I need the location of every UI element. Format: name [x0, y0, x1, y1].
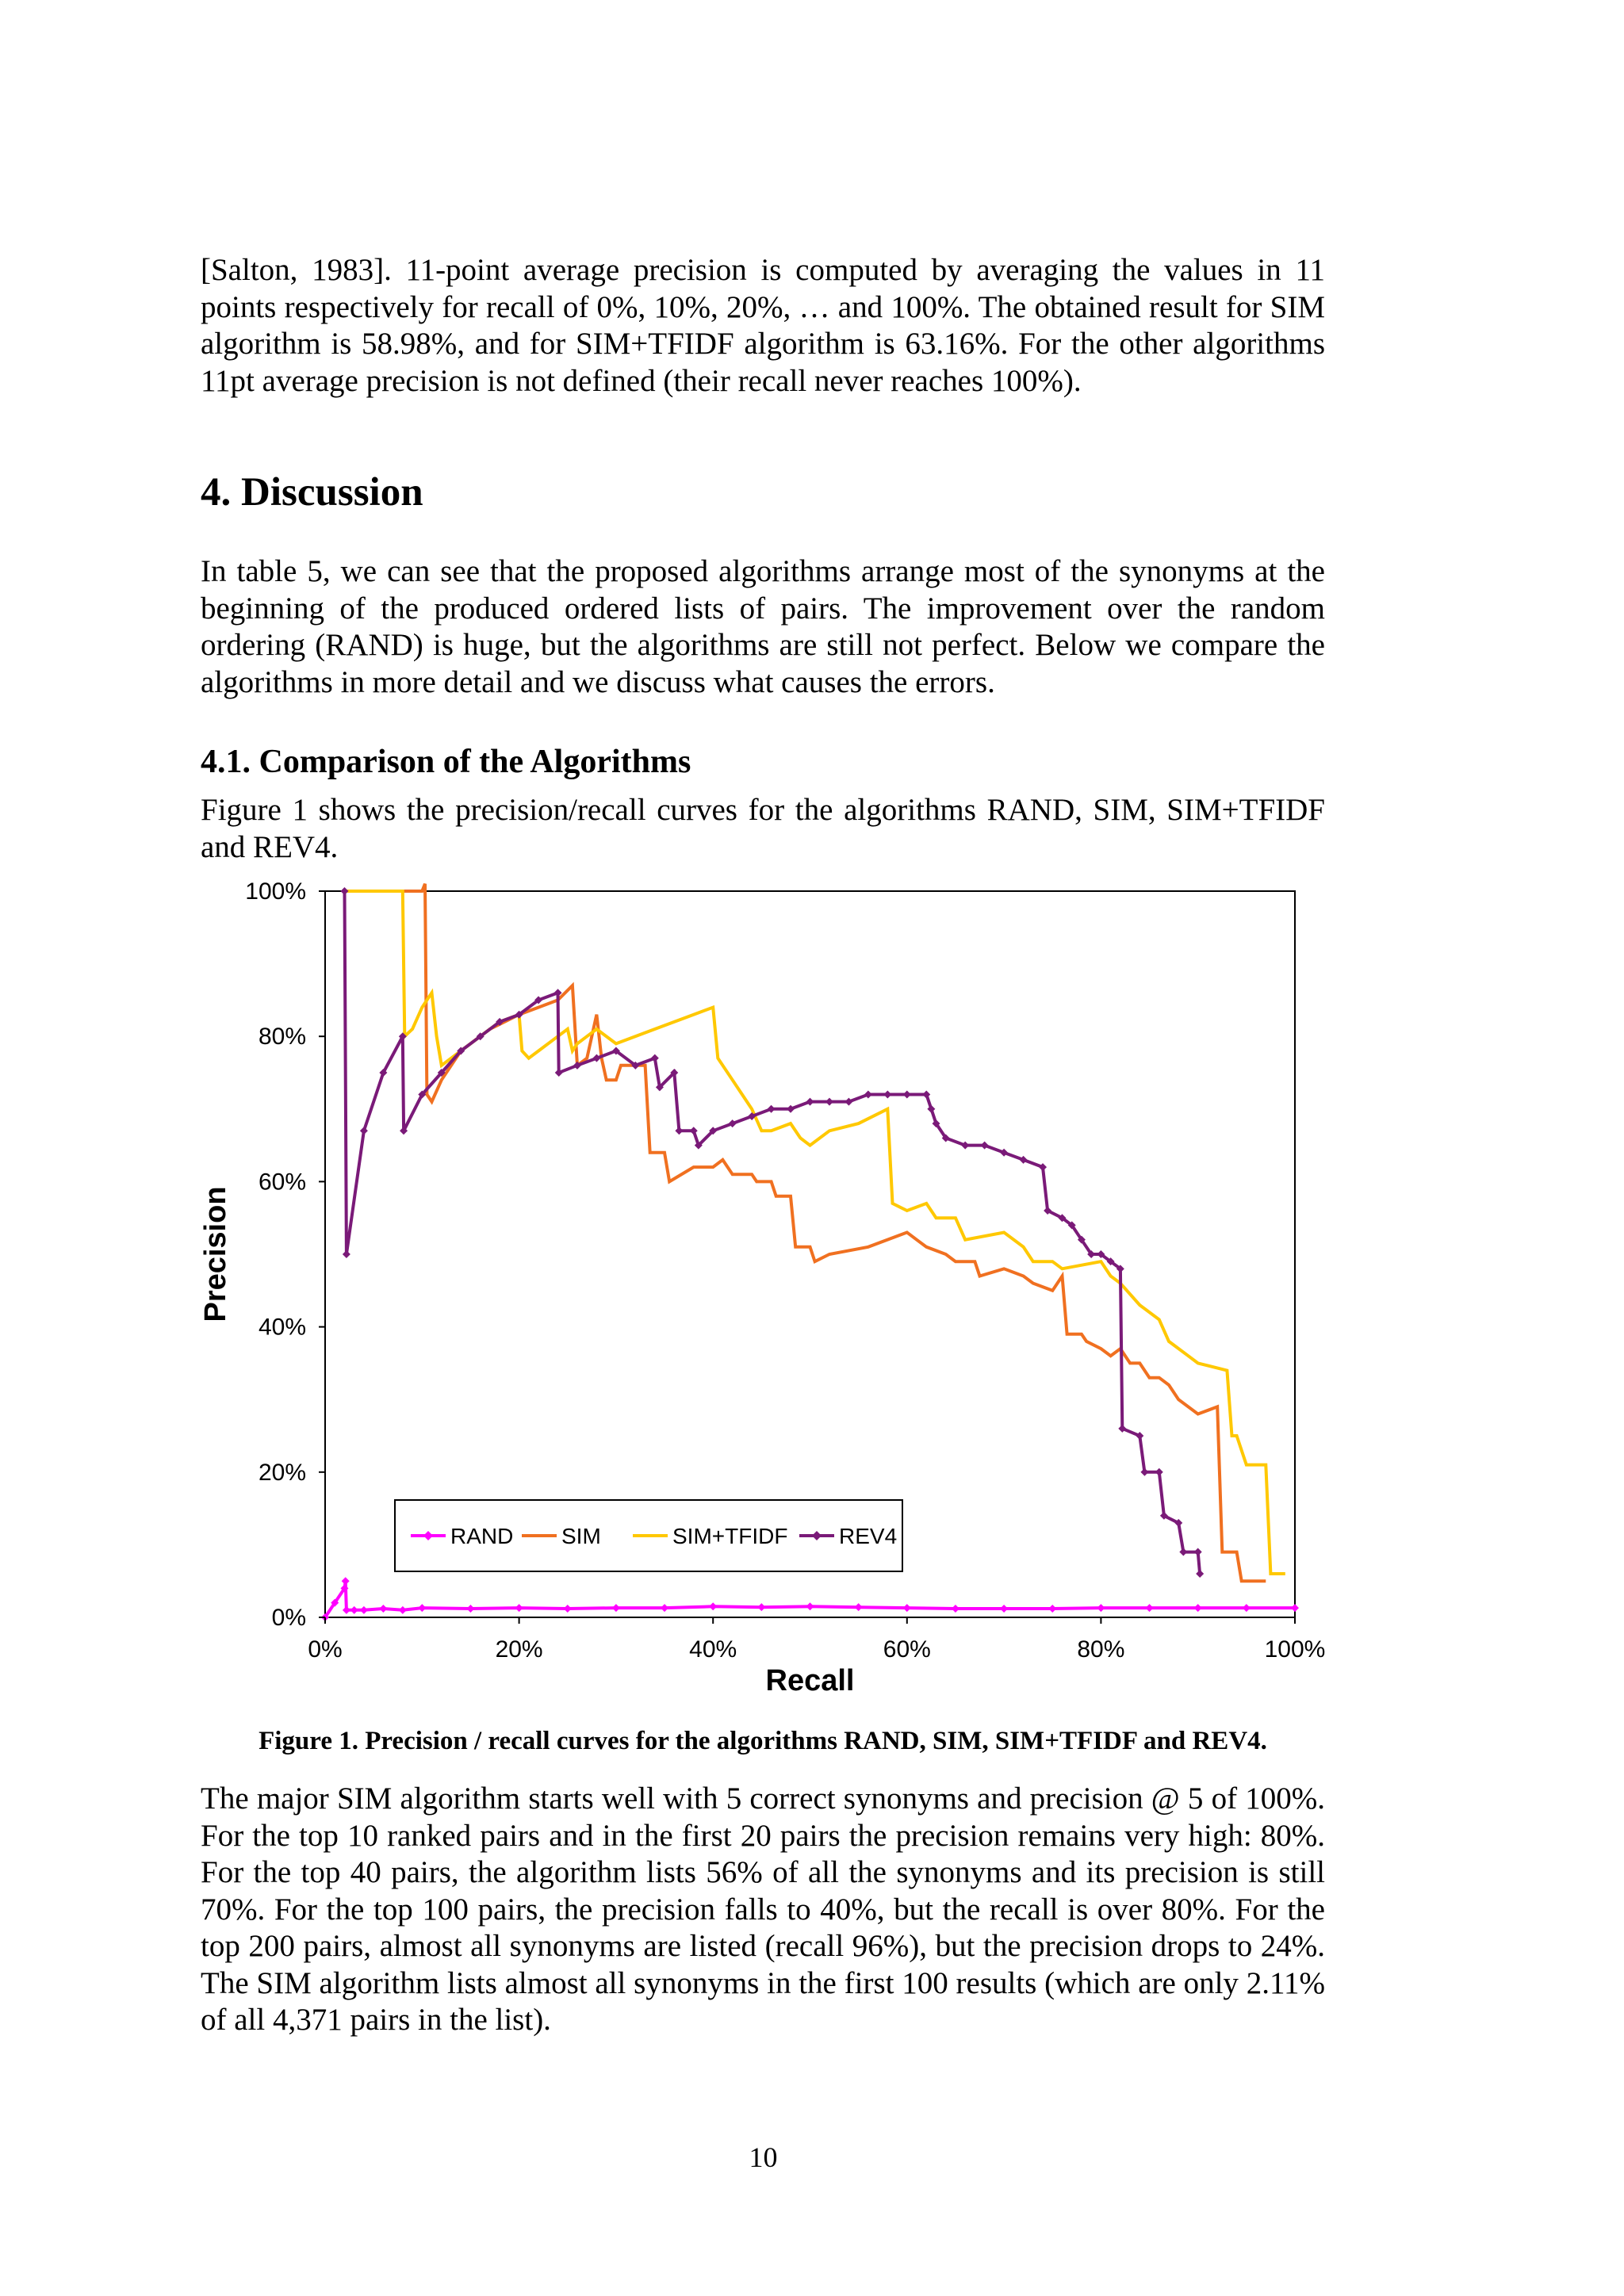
paragraph-figure-intro: Figure 1 shows the precision/recall curves for the algorithms RAND, SIM, SIM+TFIDF and REV4.: [201, 793, 1325, 864]
y-tick-label: 20%: [258, 1459, 306, 1486]
legend-label: RAND: [450, 1524, 514, 1548]
paragraph-table5: In table 5, we can see that the proposed algorithms arrange most of the synonyms at the beginning of the produced ordered lists of pairs. The improvement over the random ordering (RAND) is huge, but the algorithms are still not perfect. Below we compare the algorithms in more detail and we discuss what causes the errors.: [201, 554, 1325, 699]
legend-label: SIM: [561, 1524, 601, 1548]
legend-label: REV4: [839, 1524, 898, 1548]
subsection-heading: 4.1. Comparison of the Algorithms: [201, 744, 691, 780]
legend: [395, 1500, 902, 1571]
page-number: 10: [749, 2141, 778, 2173]
section-heading: 4. Discussion: [201, 470, 423, 515]
x-tick-label: 40%: [689, 1636, 737, 1663]
y-axis-title: Precision: [199, 1186, 232, 1322]
x-axis-title: Recall: [765, 1664, 855, 1697]
paragraph-salton: [Salton, 1983]. 11-point average precision is computed by averaging the values in 11 points respectively for recall of 0%, 10%, 20%, … and 100%. The obtained result for SIM algorithm is 58.98%, and for SIM+TFIDF algorithm is 63.16%. For the other algorithms 11pt average precision is not defined (their recall never reaches 100%).: [201, 253, 1325, 398]
y-tick-label: 40%: [258, 1314, 306, 1341]
y-tick-label: 60%: [258, 1169, 306, 1196]
x-tick-label: 100%: [1264, 1636, 1326, 1663]
y-tick-label: 100%: [245, 882, 306, 905]
y-tick-label: 80%: [258, 1024, 306, 1050]
figure-caption: Figure 1. Precision / recall curves for the algorithms RAND, SIM, SIM+TFIDF and REV4.: [259, 1727, 1267, 1755]
y-tick-label: 0%: [271, 1605, 306, 1631]
x-tick-label: 0%: [308, 1636, 343, 1663]
paragraph-sim-analysis: The major SIM algorithm starts well with 5 correct synonyms and precision @ 5 of 100%. For the top 10 ranked pairs and in the first 20 pairs the precision remains very high: 80%. For the top 40 pairs, the algorithm lists 56% of all the synonyms and its precision is still 70%. For the top 100 pairs, the precision falls to 40%, but the recall is over 80%. For the top 200 pairs, almost all synonyms are listed (recall 96%), but the precision drops to 24%. The SIM algorithm lists almost all synonyms in the first 100 results (which are only 2.11% of all 4,371 pairs in the list).: [201, 1781, 1325, 2037]
legend-label: SIM+TFIDF: [672, 1524, 788, 1548]
x-tick-label: 20%: [495, 1636, 543, 1663]
x-tick-label: 60%: [883, 1636, 931, 1663]
precision-recall-chart: [190, 882, 1332, 1714]
x-tick-label: 80%: [1077, 1636, 1125, 1663]
